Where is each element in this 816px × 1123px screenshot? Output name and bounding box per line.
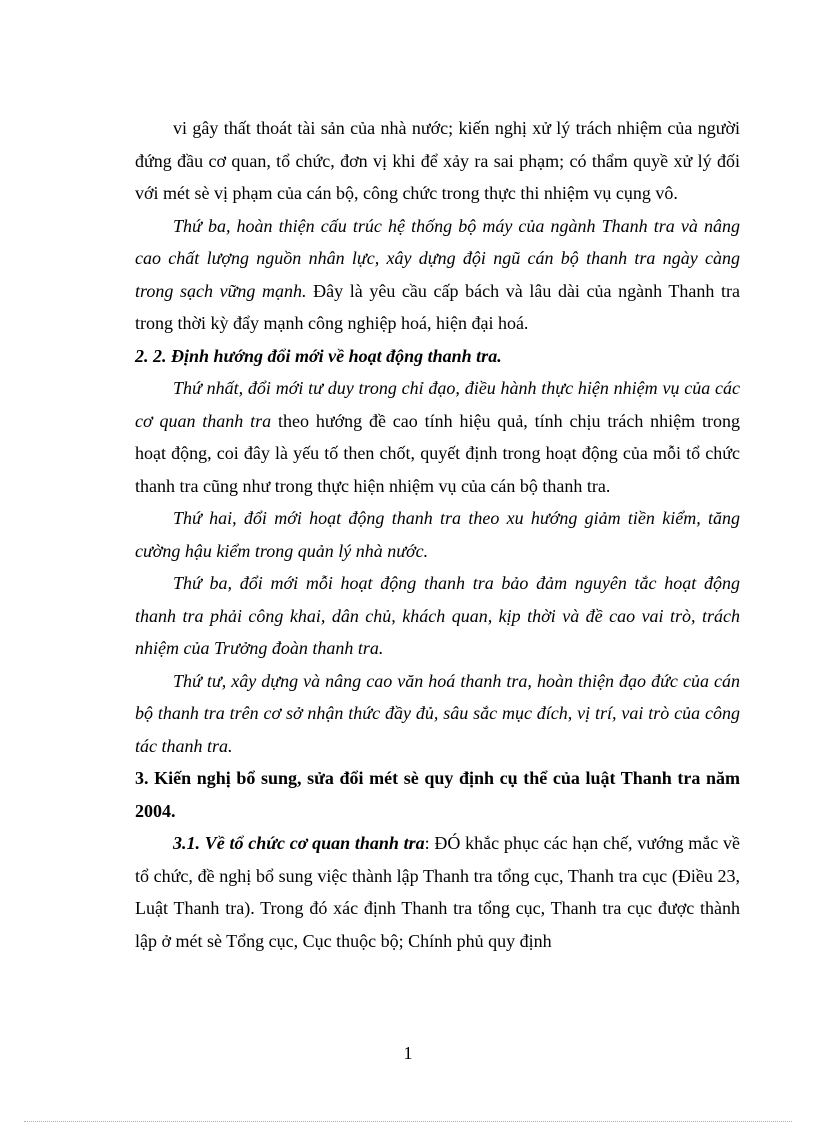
heading-3: 3. Kiến nghị bổ sung, sửa đổi mét sè quy định cụ thể của luật Thanh tra năm 2004. — [135, 768, 740, 821]
paragraph-thu-tu: Thứ tư, xây dựng và nâng cao văn hoá thanh tra, hoàn thiện đạo đức của cán bộ thanh tra trên cơ sở nhận thức đầy đủ, sâu sắc mục đích, vị trí, vai trò của công tác thanh tra. — [135, 670, 740, 756]
paragraph-thu-ba: Thứ ba, đổi mới mỗi hoạt động thanh tra bảo đảm nguyên tắc hoạt động thanh tra phải công khai, dân chủ, khách quan, kịp thời và đề cao vai trò, trách nhiệm của Trưởng đoàn thanh tra. — [135, 573, 740, 658]
italic-run: Thứ ba, hoàn thiện cấu trúc hệ thống bộ máy của ngành Thanh tra và nâng cao chất lượng nguồn nhân lực, xây dựng đội ngũ cán bộ thanh tra ngày càng trong sạch vững mạnh. — [135, 215, 740, 301]
heading-2-2: 2. 2. Định hướng đổi mới về hoạt động thanh tra. — [135, 345, 502, 366]
paragraph-thu-ba-bo-may — [135, 210, 740, 340]
normal-run: theo hướng đề cao tính hiệu quả, tính chịu trách nhiệm trong hoạt động, coi đây là yếu tố then chốt, quyết định trong hoạt động của mỗi tổ chức thanh tra cũng như trong thực hiện nhiệm vụ của cán bộ thanh tra. — [135, 410, 740, 496]
italic-run: Thứ nhất, đổi mới tư duy trong chỉ đạo, điều hành thực hiện nhiệm vụ của các cơ quan thanh tra — [135, 378, 740, 431]
paragraph-thu-nhat — [135, 372, 740, 502]
paragraph-1: vi gây thất thoát tài sản của nhà nước; kiến nghị xử lý trách nhiệm của người đứng đầu cơ quan, tổ chức, đơn vị khi để xảy ra sai phạm; có thẩm quyề xử lý đối với mét sè vị phạm của cán bộ, công chức trong thực thi nhiệm vụ cụng vô. — [135, 118, 740, 203]
normal-run: : ĐÓ khắc phục các hạn chế, vướng mắc về tổ chức, đề nghị bổ sung việc thành lập Thanh tra tổng cục, Thanh tra cục (Điều 23, Luật Thanh tra). Trong đó xác định Thanh tra tổng cục, Thanh tra cục được thành lập ở mét sè Tổng cục, Cục thuộc bộ; Chính phủ quy định — [135, 833, 740, 951]
normal-run: Đây là yêu cầu cấp bách và lâu dài của ngành Thanh tra trong thời kỳ đẩy mạnh công nghiệp hoá, hiện đại hoá. — [135, 280, 741, 333]
page-number: 1 — [403, 1043, 413, 1063]
body-text — [135, 112, 740, 957]
bold-italic-run: 3.1. Về tổ chức cơ quan thanh tra — [173, 833, 425, 853]
footer-divider — [24, 1121, 792, 1122]
paragraph-3-1 — [135, 827, 740, 957]
paragraph-thu-hai: Thứ hai, đổi mới hoạt động thanh tra theo xu hướng giảm tiền kiểm, tăng cường hậu kiểm trong quản lý nhà nước. — [135, 508, 740, 561]
